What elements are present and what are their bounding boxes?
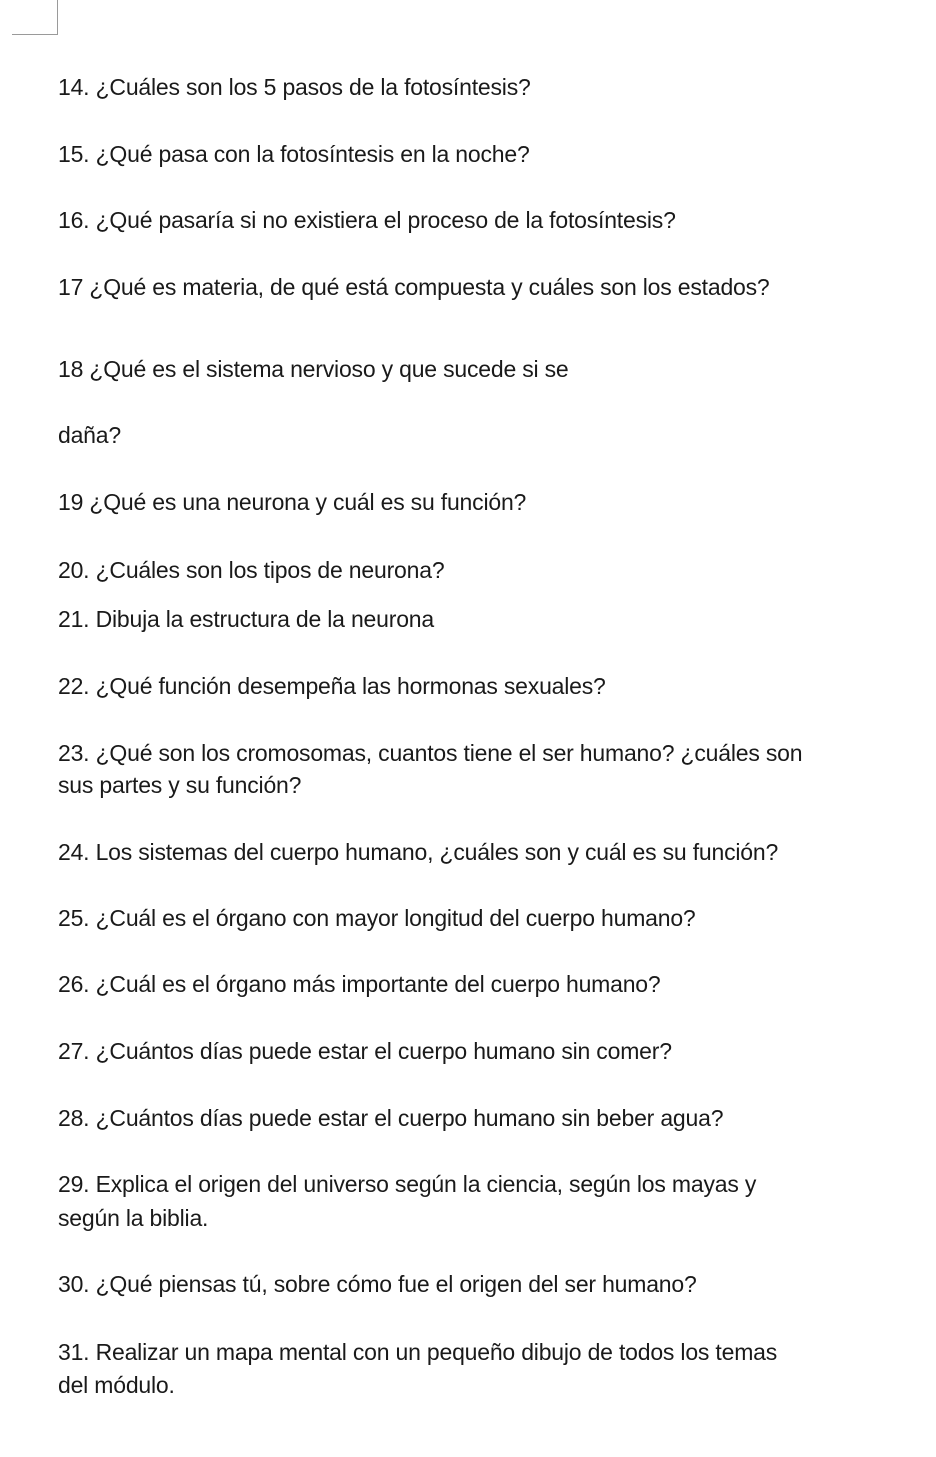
question-31: 31. Realizar un mapa mental con un pequeño dibujo de todos los temas xyxy=(58,1339,778,1365)
question-21: 21. Dibuja la estructura de la neurona xyxy=(58,606,434,632)
question-23-continued: sus partes y su función? xyxy=(58,772,302,798)
question-16: 16. ¿Qué pasaría si no existiera el proceso de la fotosíntesis? xyxy=(58,207,676,233)
question-20: 20. ¿Cuáles son los tipos de neurona? xyxy=(58,557,445,583)
question-14: 14. ¿Cuáles son los 5 pasos de la fotosíntesis? xyxy=(58,74,531,100)
question-18: 18 ¿Qué es el sistema nervioso y que sucede si se xyxy=(58,356,569,382)
question-30: 30. ¿Qué piensas tú, sobre cómo fue el origen del ser humano? xyxy=(58,1271,697,1297)
question-17: 17 ¿Qué es materia, de qué está compuesta y cuáles son los estados? xyxy=(58,274,770,300)
question-18-continued: daña? xyxy=(58,422,121,448)
corner-line-vertical xyxy=(57,0,58,35)
corner-line-horizontal xyxy=(12,34,58,35)
question-15: 15. ¿Qué pasa con la fotosíntesis en la noche? xyxy=(58,141,530,167)
question-19: 19 ¿Qué es una neurona y cuál es su función? xyxy=(58,489,527,515)
question-31-continued: del módulo. xyxy=(58,1372,175,1398)
question-28: 28. ¿Cuántos días puede estar el cuerpo humano sin beber agua? xyxy=(58,1105,724,1131)
question-29-continued: según la biblia. xyxy=(58,1205,209,1231)
question-24: 24. Los sistemas del cuerpo humano, ¿cuáles son y cuál es su función? xyxy=(58,839,779,865)
question-23: 23. ¿Qué son los cromosomas, cuantos tiene el ser humano? ¿cuáles son xyxy=(58,740,803,766)
question-25: 25. ¿Cuál es el órgano con mayor longitud del cuerpo humano? xyxy=(58,905,696,931)
question-22: 22. ¿Qué función desempeña las hormonas sexuales? xyxy=(58,673,606,699)
page-corner-mark xyxy=(0,0,58,38)
question-29: 29. Explica el origen del universo según la ciencia, según los mayas y xyxy=(58,1171,757,1197)
question-27: 27. ¿Cuántos días puede estar el cuerpo humano sin comer? xyxy=(58,1038,672,1064)
question-26: 26. ¿Cuál es el órgano más importante del cuerpo humano? xyxy=(58,971,661,997)
